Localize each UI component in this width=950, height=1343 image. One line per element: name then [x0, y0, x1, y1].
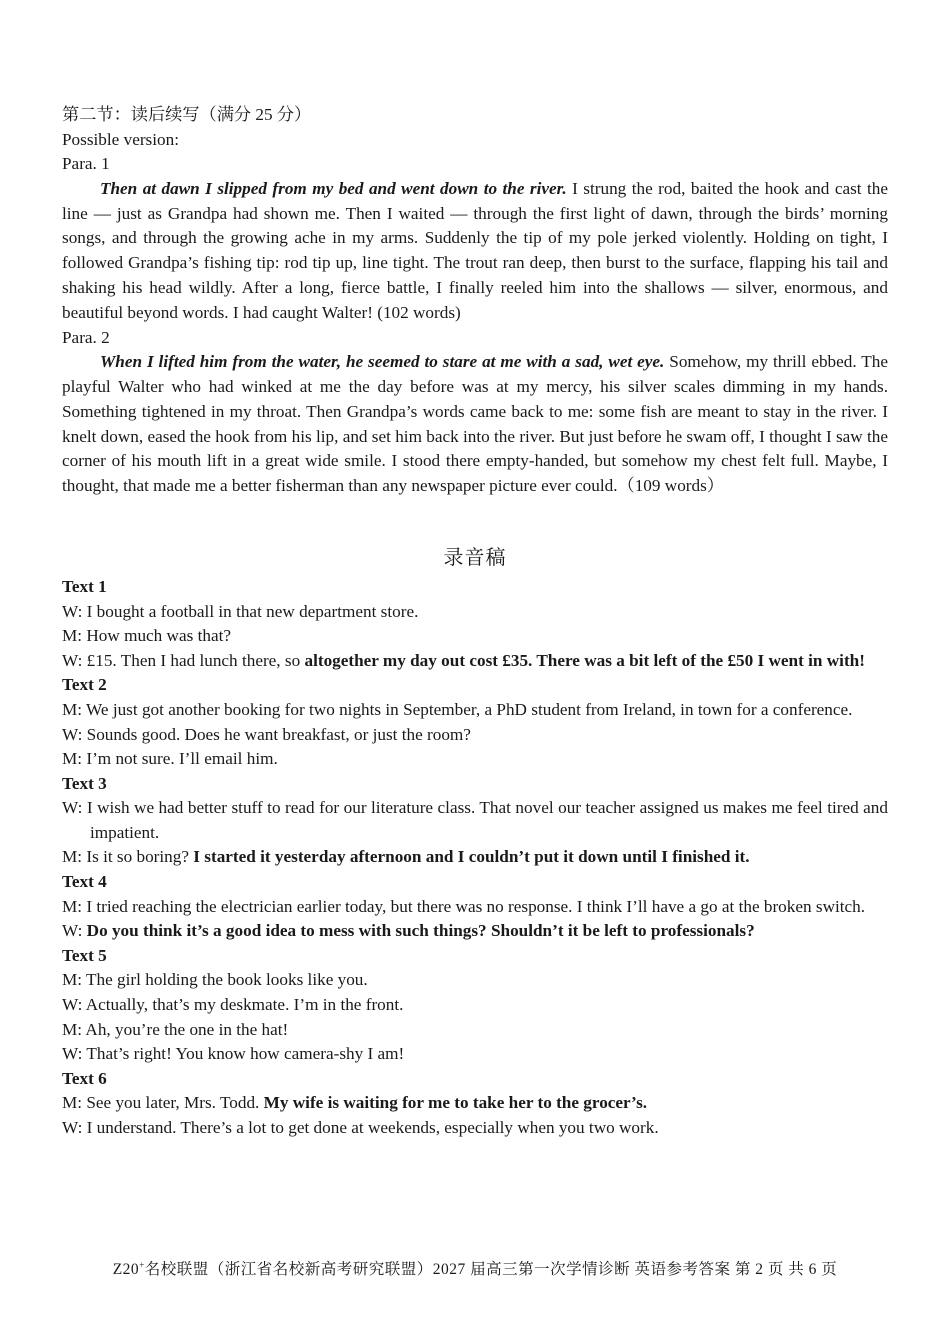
- turn-text: W: Actually, that’s my deskmate. I’m in the front.: [62, 995, 404, 1015]
- turn-bold: altogether my day out cost £35. There was a bit left of the £50 I went in with!: [304, 650, 865, 670]
- text-4-heading: Text 4: [62, 872, 107, 892]
- turn-text: M: Ah, you’re the one in the hat!: [62, 1019, 289, 1039]
- dialogue-turn: [62, 1042, 888, 1067]
- section-title: 第二节：读后续写（满分 25 分）: [62, 105, 312, 124]
- paragraph-1-lead: Then at dawn I slipped from my bed and went down to the river.: [100, 178, 567, 198]
- paragraph-2-body: Somehow, my thrill ebbed. The playful Walter who had winked at me the day before was at my mercy, his silver scales dimming in my hands. Something tightened in my throat. Then Grandpa’s words came back to me: some fish are meant to stay in the river. I knelt down, eased the hook from his lip, and set him back into the river. But just before he swam off, I thought I saw the corner of his mouth lift in a great wide smile. I stood there empty-handed, but somehow my chest felt full. Maybe, I thought, that made me a better fisherman than any newspaper picture ever could.（109 words）: [62, 352, 888, 496]
- turn-text: W:: [62, 921, 87, 941]
- dialogue-turn: [62, 993, 888, 1018]
- dialogue-turn: [62, 1091, 888, 1116]
- turn-text: M: I tried reaching the electrician earlier today, but there was no response. I think I’ll have a go at the broken switch.: [62, 896, 866, 916]
- turn-text: W: I wish we had better stuff to read for our literature class. That novel our teacher assigned us makes me feel tired and impatient.: [62, 798, 888, 842]
- turn-text: M: The girl holding the book looks like you.: [62, 970, 368, 990]
- text-3-heading: Text 3: [62, 773, 107, 793]
- paragraph-2: [62, 350, 888, 499]
- footer-prefix: Z20: [112, 1261, 140, 1278]
- turn-text: M: I’m not sure. I’ll email him.: [62, 749, 278, 769]
- turn-text: M: Is it so boring?: [62, 847, 194, 867]
- turn-bold: I started it yesterday afternoon and I couldn’t put it down until I finished it.: [193, 847, 750, 867]
- dialogue-turn: [62, 1018, 888, 1043]
- turn-text: W: Sounds good. Does he want breakfast, or just the room?: [62, 724, 471, 744]
- turn-text: M: How much was that?: [62, 626, 231, 646]
- turn-bold: My wife is waiting for me to take her to the grocer’s.: [263, 1093, 648, 1113]
- possible-version-label: Possible version:: [62, 129, 179, 149]
- paragraph-1-body: I strung the rod, baited the hook and cast the line — just as Grandpa had shown me. Then I waited — through the first light of dawn, through the birds’ morning songs, and through the growing ache in my arms. Suddenly the tip of my pole jerked violently. Holding on tight, I followed Grandpa’s fishing tip: rod tip up, line tight. The trout ran deep, then burst to the surface, flapping his tail and shaking his head wildly. After a long, fierce battle, I finally reeled him into the shallows — silver, enormous, and beautiful beyond words. I had caught Walter! (102 words): [62, 178, 888, 322]
- dialogue-turn: [62, 919, 888, 944]
- turn-text: W: That’s right! You know how camera-shy I am!: [62, 1044, 405, 1064]
- dialogue-turn: [62, 968, 888, 993]
- text-1-heading: Text 1: [62, 576, 107, 596]
- dialogue-turn: [62, 600, 888, 625]
- turn-text: M: We just got another booking for two nights in September, a PhD student from Ireland, in town for a conference.: [62, 699, 853, 719]
- dialogue-turn: [62, 1116, 888, 1141]
- dialogue-turn: [62, 845, 888, 870]
- turn-text: W: I bought a football in that new department store.: [62, 601, 419, 621]
- page-content: [62, 103, 888, 1141]
- dialogue-turn: [62, 895, 888, 920]
- text-6-heading: Text 6: [62, 1068, 107, 1088]
- footer-sup: +: [139, 1259, 145, 1270]
- dialogue-turn: [62, 649, 888, 674]
- text-5-heading: Text 5: [62, 945, 107, 965]
- dialogue-turn: [62, 624, 888, 649]
- turn-bold: Do you think it’s a good idea to mess with such things? Shouldn’t it be left to professionals?: [86, 921, 755, 941]
- turn-text: M: See you later, Mrs. Todd.: [62, 1093, 264, 1113]
- paragraph-1: [62, 177, 888, 326]
- transcript-title: 录音稿: [443, 546, 507, 569]
- para-label-2: Para. 2: [62, 327, 110, 347]
- page-footer: [0, 1257, 950, 1279]
- dialogue-turn: [62, 723, 888, 748]
- para-label-1: Para. 1: [62, 154, 110, 174]
- dialogue-turn: [62, 747, 888, 772]
- turn-text: W: £15. Then I had lunch there, so: [62, 650, 305, 670]
- turn-text: W: I understand. There’s a lot to get done at weekends, especially when you two work.: [62, 1118, 659, 1137]
- dialogue-turn: [62, 796, 888, 845]
- paragraph-2-lead: When I lifted him from the water, he seemed to stare at me with a sad, wet eye.: [100, 352, 665, 372]
- text-2-heading: Text 2: [62, 675, 107, 695]
- footer-text: 名校联盟（浙江省名校新高考研究联盟）2027 届高三第一次学情诊断 英语参考答案 第 2 页 共 6 页: [144, 1261, 838, 1278]
- dialogue-turn: [62, 698, 888, 723]
